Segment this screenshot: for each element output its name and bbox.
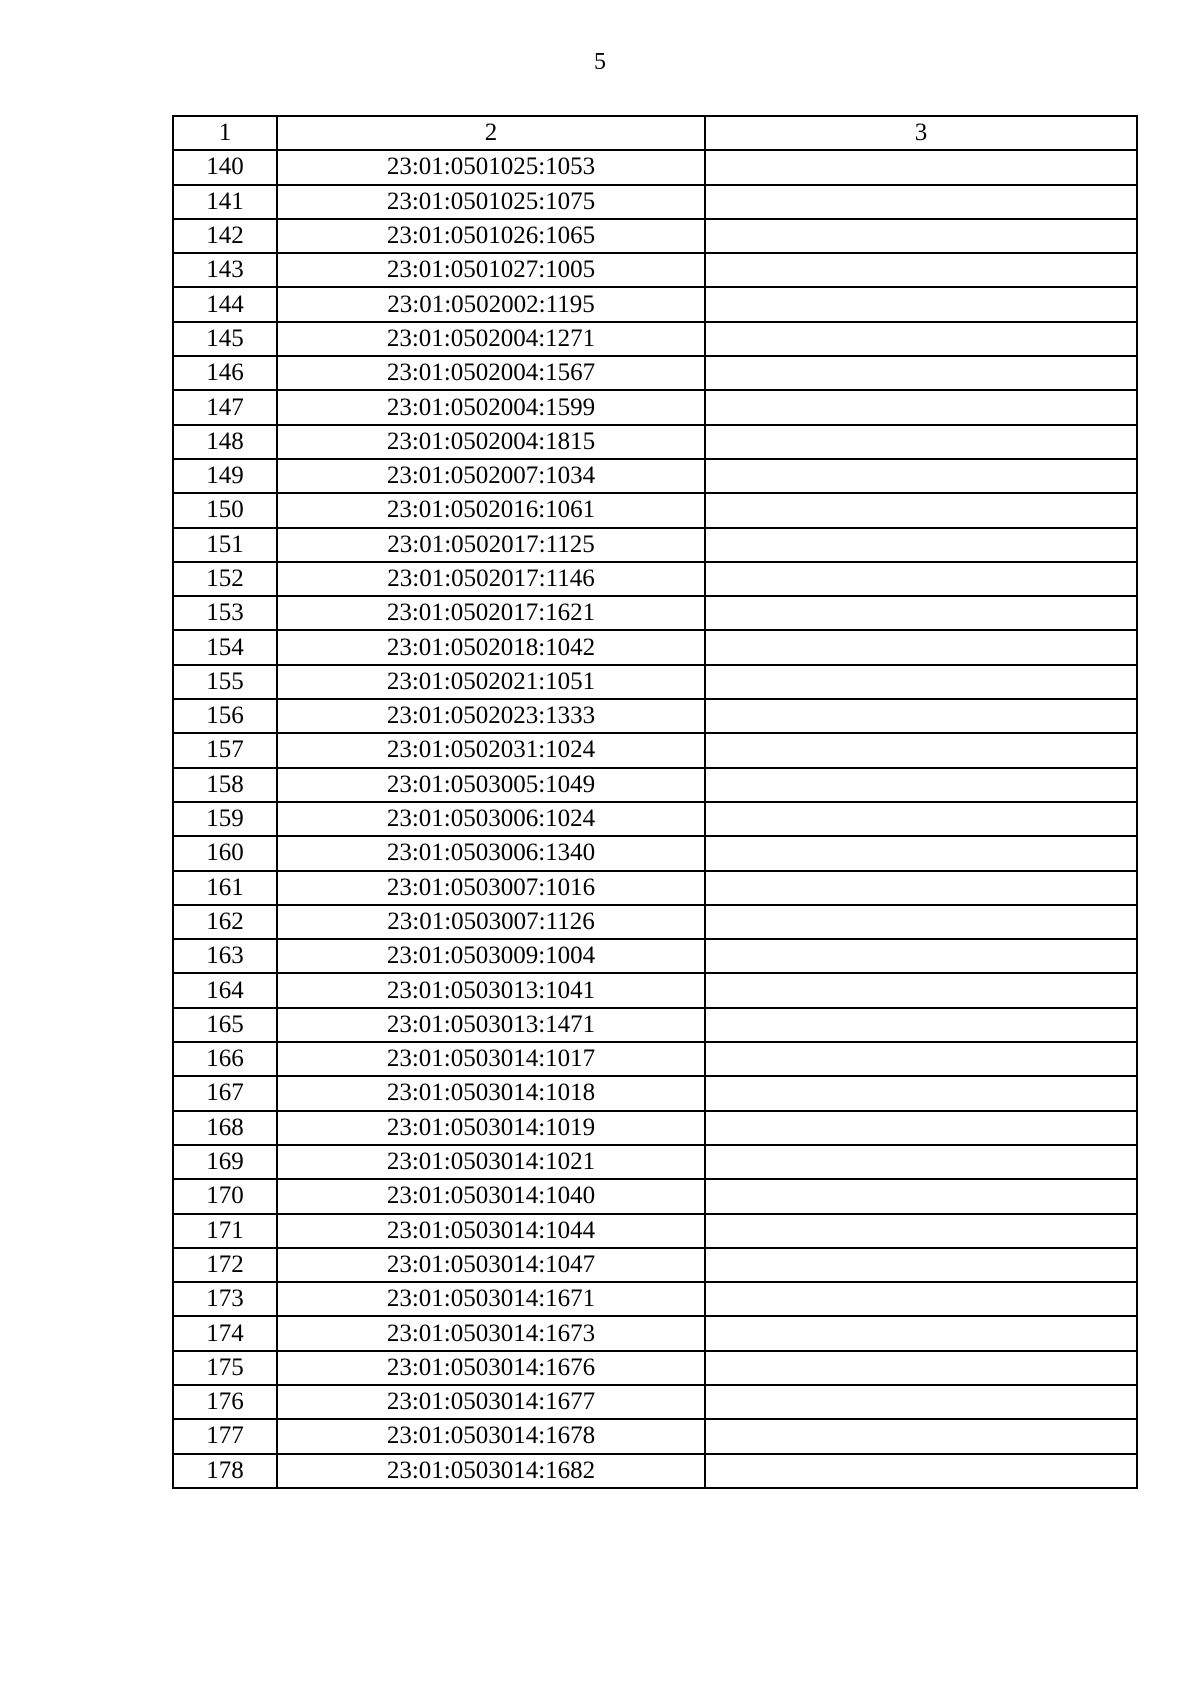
note-cell — [705, 493, 1137, 527]
note-cell — [705, 939, 1137, 973]
row-number-cell: 148 — [173, 425, 277, 459]
cadastral-number-cell: 23:01:0502023:1333 — [277, 699, 705, 733]
cadastral-number-cell: 23:01:0502004:1599 — [277, 390, 705, 424]
row-number-cell: 154 — [173, 630, 277, 664]
note-cell — [705, 1419, 1137, 1453]
cadastral-number-cell: 23:01:0503014:1047 — [277, 1248, 705, 1282]
row-number-cell: 141 — [173, 185, 277, 219]
note-cell — [705, 1179, 1137, 1213]
column-header-3: 3 — [705, 116, 1137, 150]
note-cell — [705, 1316, 1137, 1350]
table-row — [173, 528, 1137, 562]
note-cell — [705, 322, 1137, 356]
note-cell — [705, 1214, 1137, 1248]
table-row — [173, 1385, 1137, 1419]
table-row — [173, 1111, 1137, 1145]
cadastral-number-cell: 23:01:0502004:1815 — [277, 425, 705, 459]
row-number-cell: 149 — [173, 459, 277, 493]
table-row — [173, 802, 1137, 836]
cadastral-number-cell: 23:01:0503005:1049 — [277, 768, 705, 802]
table-body — [173, 150, 1137, 1488]
row-number-cell: 151 — [173, 528, 277, 562]
row-number-cell: 157 — [173, 733, 277, 767]
cadastral-number-cell: 23:01:0501025:1053 — [277, 150, 705, 184]
row-number-cell: 172 — [173, 1248, 277, 1282]
cadastral-number-cell: 23:01:0502004:1271 — [277, 322, 705, 356]
cadastral-number-cell: 23:01:0503014:1682 — [277, 1454, 705, 1488]
table-row — [173, 1214, 1137, 1248]
row-number-cell: 173 — [173, 1282, 277, 1316]
cadastral-number-cell: 23:01:0503014:1671 — [277, 1282, 705, 1316]
row-number-cell: 176 — [173, 1385, 277, 1419]
cadastral-number-cell: 23:01:0503009:1004 — [277, 939, 705, 973]
table-row — [173, 665, 1137, 699]
cadastral-number-cell: 23:01:0503014:1677 — [277, 1385, 705, 1419]
cadastral-number-cell: 23:01:0502017:1125 — [277, 528, 705, 562]
table-row — [173, 596, 1137, 630]
table-row — [173, 733, 1137, 767]
table-row — [173, 1008, 1137, 1042]
cadastral-number-cell: 23:01:0503007:1016 — [277, 871, 705, 905]
cadastral-number-cell: 23:01:0502002:1195 — [277, 287, 705, 321]
table-header-row — [173, 116, 1137, 150]
table-row — [173, 1179, 1137, 1213]
row-number-cell: 156 — [173, 699, 277, 733]
table-row — [173, 1042, 1137, 1076]
cadastral-number-cell: 23:01:0503014:1019 — [277, 1111, 705, 1145]
note-cell — [705, 219, 1137, 253]
row-number-cell: 165 — [173, 1008, 277, 1042]
row-number-cell: 169 — [173, 1145, 277, 1179]
note-cell — [705, 905, 1137, 939]
cadastral-number-cell: 23:01:0502004:1567 — [277, 356, 705, 390]
row-number-cell: 171 — [173, 1214, 277, 1248]
row-number-cell: 177 — [173, 1419, 277, 1453]
table-row — [173, 630, 1137, 664]
cadastral-number-cell: 23:01:0503014:1676 — [277, 1351, 705, 1385]
note-cell — [705, 1248, 1137, 1282]
note-cell — [705, 768, 1137, 802]
table-row — [173, 1076, 1137, 1110]
note-cell — [705, 528, 1137, 562]
note-cell — [705, 356, 1137, 390]
row-number-cell: 143 — [173, 253, 277, 287]
table-row — [173, 493, 1137, 527]
note-cell — [705, 1042, 1137, 1076]
row-number-cell: 152 — [173, 562, 277, 596]
row-number-cell: 164 — [173, 973, 277, 1007]
table-row — [173, 1282, 1137, 1316]
cadastral-number-cell: 23:01:0501026:1065 — [277, 219, 705, 253]
column-header-1: 1 — [173, 116, 277, 150]
cadastral-number-cell: 23:01:0503014:1044 — [277, 1214, 705, 1248]
cadastral-number-cell: 23:01:0503014:1018 — [277, 1076, 705, 1110]
cadastral-number-cell: 23:01:0503014:1040 — [277, 1179, 705, 1213]
note-cell — [705, 802, 1137, 836]
note-cell — [705, 287, 1137, 321]
row-number-cell: 147 — [173, 390, 277, 424]
table-row — [173, 1351, 1137, 1385]
note-cell — [705, 1454, 1137, 1488]
table-row — [173, 768, 1137, 802]
table-row — [173, 287, 1137, 321]
cadastral-number-cell: 23:01:0502021:1051 — [277, 665, 705, 699]
table-row — [173, 1248, 1137, 1282]
table-row — [173, 905, 1137, 939]
note-cell — [705, 733, 1137, 767]
row-number-cell: 174 — [173, 1316, 277, 1350]
note-cell — [705, 665, 1137, 699]
table-row — [173, 253, 1137, 287]
cadastral-number-cell: 23:01:0501025:1075 — [277, 185, 705, 219]
cadastral-number-cell: 23:01:0502017:1621 — [277, 596, 705, 630]
note-cell — [705, 562, 1137, 596]
row-number-cell: 144 — [173, 287, 277, 321]
table-row — [173, 150, 1137, 184]
cadastral-number-cell: 23:01:0503014:1673 — [277, 1316, 705, 1350]
table-row — [173, 219, 1137, 253]
note-cell — [705, 871, 1137, 905]
row-number-cell: 163 — [173, 939, 277, 973]
row-number-cell: 175 — [173, 1351, 277, 1385]
row-number-cell: 155 — [173, 665, 277, 699]
note-cell — [705, 1282, 1137, 1316]
cadastral-number-cell: 23:01:0502007:1034 — [277, 459, 705, 493]
table-row — [173, 871, 1137, 905]
table-row — [173, 425, 1137, 459]
table-row — [173, 356, 1137, 390]
note-cell — [705, 1145, 1137, 1179]
row-number-cell: 153 — [173, 596, 277, 630]
note-cell — [705, 185, 1137, 219]
note-cell — [705, 1351, 1137, 1385]
cadastral-number-cell: 23:01:0502016:1061 — [277, 493, 705, 527]
note-cell — [705, 630, 1137, 664]
cadastral-number-cell: 23:01:0503014:1021 — [277, 1145, 705, 1179]
note-cell — [705, 1008, 1137, 1042]
table-row — [173, 1419, 1137, 1453]
table-row — [173, 939, 1137, 973]
cadastral-number-cell: 23:01:0503013:1041 — [277, 973, 705, 1007]
table-row — [173, 562, 1137, 596]
row-number-cell: 161 — [173, 871, 277, 905]
note-cell — [705, 836, 1137, 870]
row-number-cell: 145 — [173, 322, 277, 356]
table-row — [173, 459, 1137, 493]
cadastral-number-cell: 23:01:0503014:1017 — [277, 1042, 705, 1076]
cadastral-number-cell: 23:01:0502017:1146 — [277, 562, 705, 596]
table-row — [173, 1316, 1137, 1350]
row-number-cell: 150 — [173, 493, 277, 527]
note-cell — [705, 390, 1137, 424]
note-cell — [705, 253, 1137, 287]
row-number-cell: 168 — [173, 1111, 277, 1145]
note-cell — [705, 699, 1137, 733]
cadastral-number-cell: 23:01:0502031:1024 — [277, 733, 705, 767]
table-row — [173, 322, 1137, 356]
registry-table — [172, 115, 1138, 1489]
cadastral-number-cell: 23:01:0503014:1678 — [277, 1419, 705, 1453]
row-number-cell: 140 — [173, 150, 277, 184]
cadastral-number-cell: 23:01:0503006:1340 — [277, 836, 705, 870]
note-cell — [705, 1385, 1137, 1419]
row-number-cell: 160 — [173, 836, 277, 870]
table-row — [173, 973, 1137, 1007]
note-cell — [705, 1076, 1137, 1110]
row-number-cell: 167 — [173, 1076, 277, 1110]
row-number-cell: 159 — [173, 802, 277, 836]
table-row — [173, 1454, 1137, 1488]
row-number-cell: 146 — [173, 356, 277, 390]
cadastral-number-cell: 23:01:0503006:1024 — [277, 802, 705, 836]
cadastral-number-cell: 23:01:0502018:1042 — [277, 630, 705, 664]
row-number-cell: 158 — [173, 768, 277, 802]
column-header-2: 2 — [277, 116, 705, 150]
cadastral-number-cell: 23:01:0503013:1471 — [277, 1008, 705, 1042]
cadastral-number-cell: 23:01:0503007:1126 — [277, 905, 705, 939]
table-row — [173, 1145, 1137, 1179]
note-cell — [705, 459, 1137, 493]
row-number-cell: 170 — [173, 1179, 277, 1213]
row-number-cell: 162 — [173, 905, 277, 939]
table-row — [173, 836, 1137, 870]
note-cell — [705, 1111, 1137, 1145]
row-number-cell: 142 — [173, 219, 277, 253]
note-cell — [705, 150, 1137, 184]
table-row — [173, 185, 1137, 219]
table-row — [173, 390, 1137, 424]
note-cell — [705, 425, 1137, 459]
table-row — [173, 699, 1137, 733]
cadastral-number-cell: 23:01:0501027:1005 — [277, 253, 705, 287]
page-number: 5 — [594, 49, 606, 75]
note-cell — [705, 973, 1137, 1007]
row-number-cell: 178 — [173, 1454, 277, 1488]
row-number-cell: 166 — [173, 1042, 277, 1076]
note-cell — [705, 596, 1137, 630]
